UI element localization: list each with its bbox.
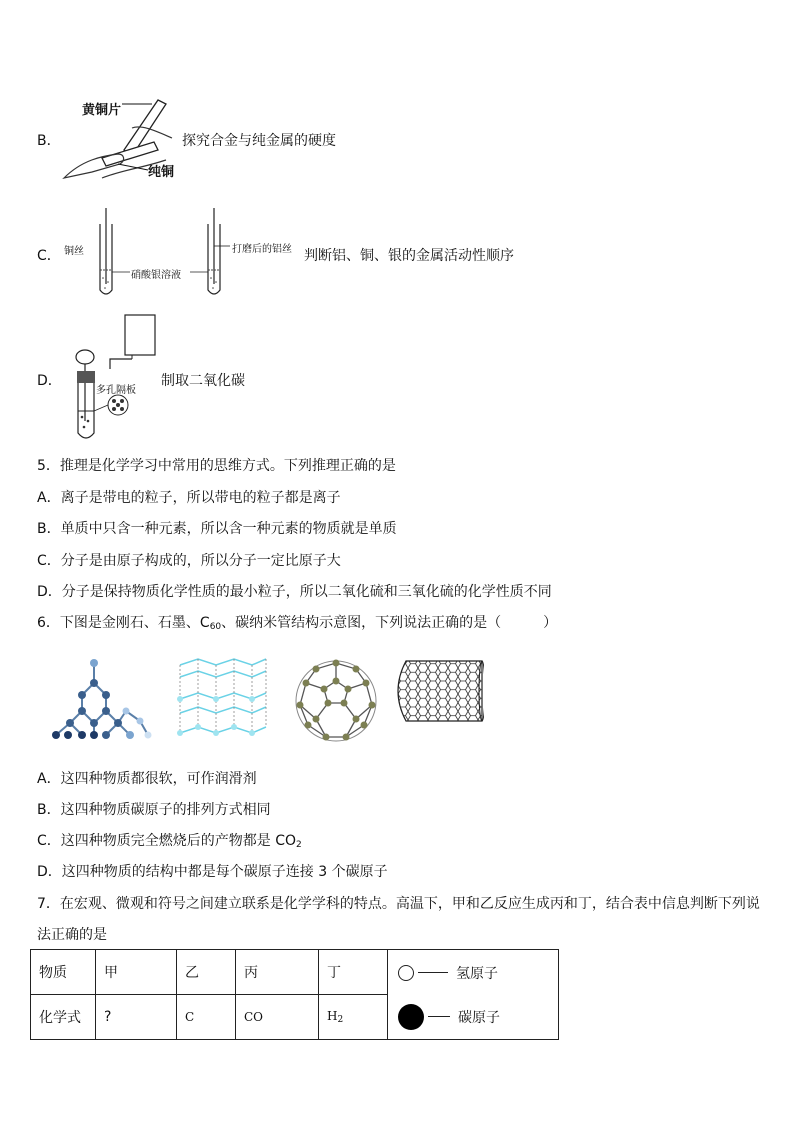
brass-label: 黄铜片	[82, 103, 122, 118]
co2-apparatus-figure	[70, 313, 160, 443]
option-d-caption: 制取二氧化碳	[161, 373, 245, 389]
table-cell	[319, 995, 388, 1040]
table-cell: C	[177, 995, 236, 1040]
silver-nitrate-label: 硝酸银溶液	[131, 270, 181, 281]
q6-option-a: A．这四种物质都很软，可作润滑剂	[37, 771, 257, 787]
q6-option-b: B．这四种物质碳原子的排列方式相同	[37, 802, 271, 818]
legend-carbon	[398, 995, 558, 1039]
table-row	[31, 950, 559, 995]
legend-line	[428, 1016, 450, 1017]
table-cell: 物质	[31, 950, 96, 995]
legend-carbon-label: 碳原子	[458, 1009, 500, 1026]
q5-option-d: D．分子是保持物质化学性质的最小粒子，所以二氧化硫和三氧化硫的化学性质不同	[37, 584, 552, 600]
legend-hydrogen	[398, 951, 558, 995]
q6-stem-sub: 60	[209, 622, 222, 632]
q6-stem-part2: 、碳纳米管结构示意图，下列说法正确的是（ ）	[221, 615, 558, 631]
table-cell: 丙	[236, 950, 319, 995]
q5-option-b: B．单质中只含一种元素，所以含一种元素的物质就是单质	[37, 521, 397, 537]
q6-stem	[37, 614, 557, 636]
legend-line	[418, 972, 448, 973]
q5-stem: 5．推理是化学学习中常用的思维方式。下列推理正确的是	[37, 458, 396, 474]
q6-option-d: D．这四种物质的结构中都是每个碳原子连接 3 个碳原子	[37, 864, 388, 880]
table-cell: 丁	[319, 950, 388, 995]
table-cell: 乙	[177, 950, 236, 995]
carbon-nanotube-figure	[388, 655, 484, 727]
table-cell: 化学式	[31, 995, 96, 1040]
q7-table	[30, 949, 559, 1040]
table-cell: CO	[236, 995, 319, 1040]
option-d-letter: D．	[37, 373, 62, 389]
q7-stem-line1: 7．在宏观、微观和符号之间建立联系是化学学科的特点。高温下，甲和乙反应生成丙和丁，结合表中信息判断下列说	[37, 896, 760, 912]
copper-label: 纯铜	[148, 165, 175, 180]
diamond-structure-figure	[44, 655, 156, 745]
graphite-structure-figure	[174, 655, 270, 745]
q6-option-c-sub: 2	[296, 840, 302, 850]
c60-structure-figure	[290, 655, 382, 747]
formula-h2-main: H	[327, 1009, 338, 1023]
hydrogen-atom-icon	[398, 965, 414, 981]
carbon-atom-icon	[398, 1004, 424, 1030]
legend-cell	[388, 950, 559, 1040]
legend-hydrogen-label: 氢原子	[456, 965, 498, 982]
table-cell: ?	[96, 995, 177, 1040]
q6-option-c-text: C．这四种物质完全燃烧后的产物都是 CO	[37, 833, 297, 849]
option-b-caption: 探究合金与纯金属的硬度	[182, 133, 336, 149]
q5-option-a: A．离子是带电的粒子，所以带电的粒子都是离子	[37, 490, 341, 506]
q5-option-c: C．分子是由原子构成的，所以分子一定比原子大	[37, 553, 341, 569]
option-c-caption: 判断铝、铜、银的金属活动性顺序	[304, 248, 514, 264]
option-b-letter: B．	[37, 133, 61, 149]
q7-stem-line2: 法正确的是	[37, 927, 107, 943]
formula-h2-sub: 2	[337, 1015, 344, 1025]
aluminum-wire-label: 打磨后的铝丝	[232, 244, 292, 255]
porous-plate-label: 多孔隔板	[96, 385, 136, 396]
q6-option-c	[37, 832, 302, 854]
option-c-letter: C．	[37, 248, 61, 264]
copper-wire-label: 铜丝	[64, 246, 84, 257]
q6-stem-part1: 6．下图是金刚石、石墨、C	[37, 615, 210, 631]
table-cell: 甲	[96, 950, 177, 995]
